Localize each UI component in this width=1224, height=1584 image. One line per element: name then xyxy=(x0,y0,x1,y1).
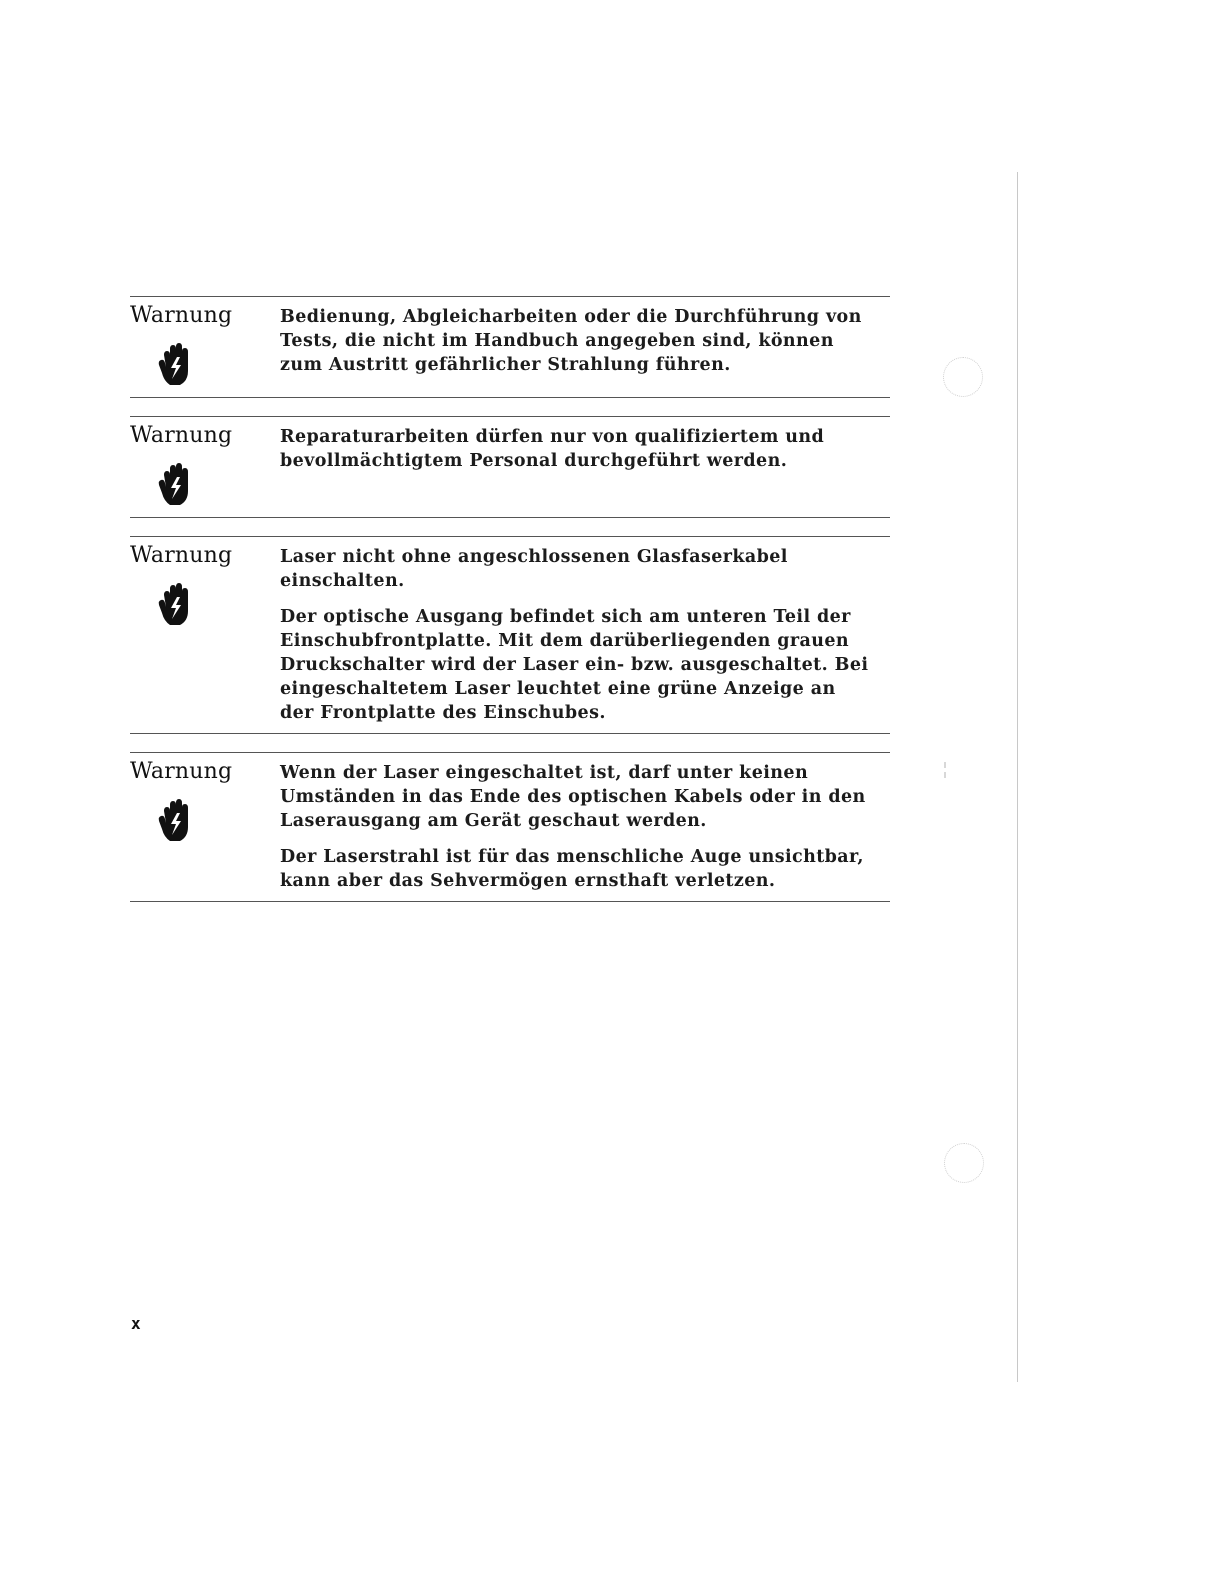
divider xyxy=(130,517,890,518)
page-number: x xyxy=(131,1314,141,1333)
warning-paragraph: Laser nicht ohne angeschlossenen Glasfaserkabel einschalten. xyxy=(280,547,788,591)
warning-label: Warnung xyxy=(130,423,233,448)
warning-label-column xyxy=(130,545,280,629)
warning-paragraph: Reparaturarbeiten dürfen nur von qualifiziertem und bevollmächtigtem Personal durchgeführt werden. xyxy=(280,427,825,471)
hand-warning-icon xyxy=(158,341,192,389)
warning-block xyxy=(130,536,890,734)
hand-warning-icon xyxy=(158,581,192,629)
binder-margin-line xyxy=(1017,172,1018,1382)
warning-text xyxy=(280,545,890,725)
warning-paragraph: Bedienung, Abgleicharbeiten oder die Durchführung von Tests, die nicht im Handbuch angegeben sind, können zum Austritt gefährlicher Strahlung führen. xyxy=(280,307,862,375)
warnings-list xyxy=(130,296,890,902)
warning-label-column xyxy=(130,761,280,845)
warning-text xyxy=(280,425,890,473)
warning-paragraph: Der Laserstrahl ist für das menschliche Auge unsichtbar, kann aber das Sehvermögen ernsthaft verletzen. xyxy=(280,847,864,891)
warning-label: Warnung xyxy=(130,543,233,568)
warning-paragraph: Wenn der Laser eingeschaltet ist, darf unter keinen Umständen in das Ende des optischen Kabels oder in den Laserausgang am Gerät geschaut werden. xyxy=(280,763,866,831)
warning-block xyxy=(130,416,890,518)
margin-tick-mark xyxy=(944,772,946,778)
warning-text xyxy=(280,305,890,377)
warning-row xyxy=(130,305,890,389)
warning-label-column xyxy=(130,425,280,509)
warning-row xyxy=(130,545,890,725)
binder-hole-bottom xyxy=(944,1143,984,1183)
warning-block xyxy=(130,752,890,902)
warning-label-column xyxy=(130,305,280,389)
warning-text xyxy=(280,761,890,893)
warning-block xyxy=(130,296,890,398)
margin-tick-mark xyxy=(944,762,946,768)
divider xyxy=(130,397,890,398)
warning-paragraph: Der optische Ausgang befindet sich am unteren Teil der Einschubfrontplatte. Mit dem darüberliegenden grauen Druckschalter wird der Laser ein- bzw. ausgeschaltet. Bei eingeschaltetem Laser leuchtet eine grüne Anzeige an der Frontplatte des Einschubes. xyxy=(280,607,869,723)
warning-row xyxy=(130,761,890,893)
hand-warning-icon xyxy=(158,461,192,509)
binder-hole-top xyxy=(943,357,983,397)
divider xyxy=(130,901,890,902)
warning-label: Warnung xyxy=(130,303,233,328)
warning-label: Warnung xyxy=(130,759,233,784)
divider xyxy=(130,733,890,734)
hand-warning-icon xyxy=(158,797,192,845)
warning-row xyxy=(130,425,890,517)
